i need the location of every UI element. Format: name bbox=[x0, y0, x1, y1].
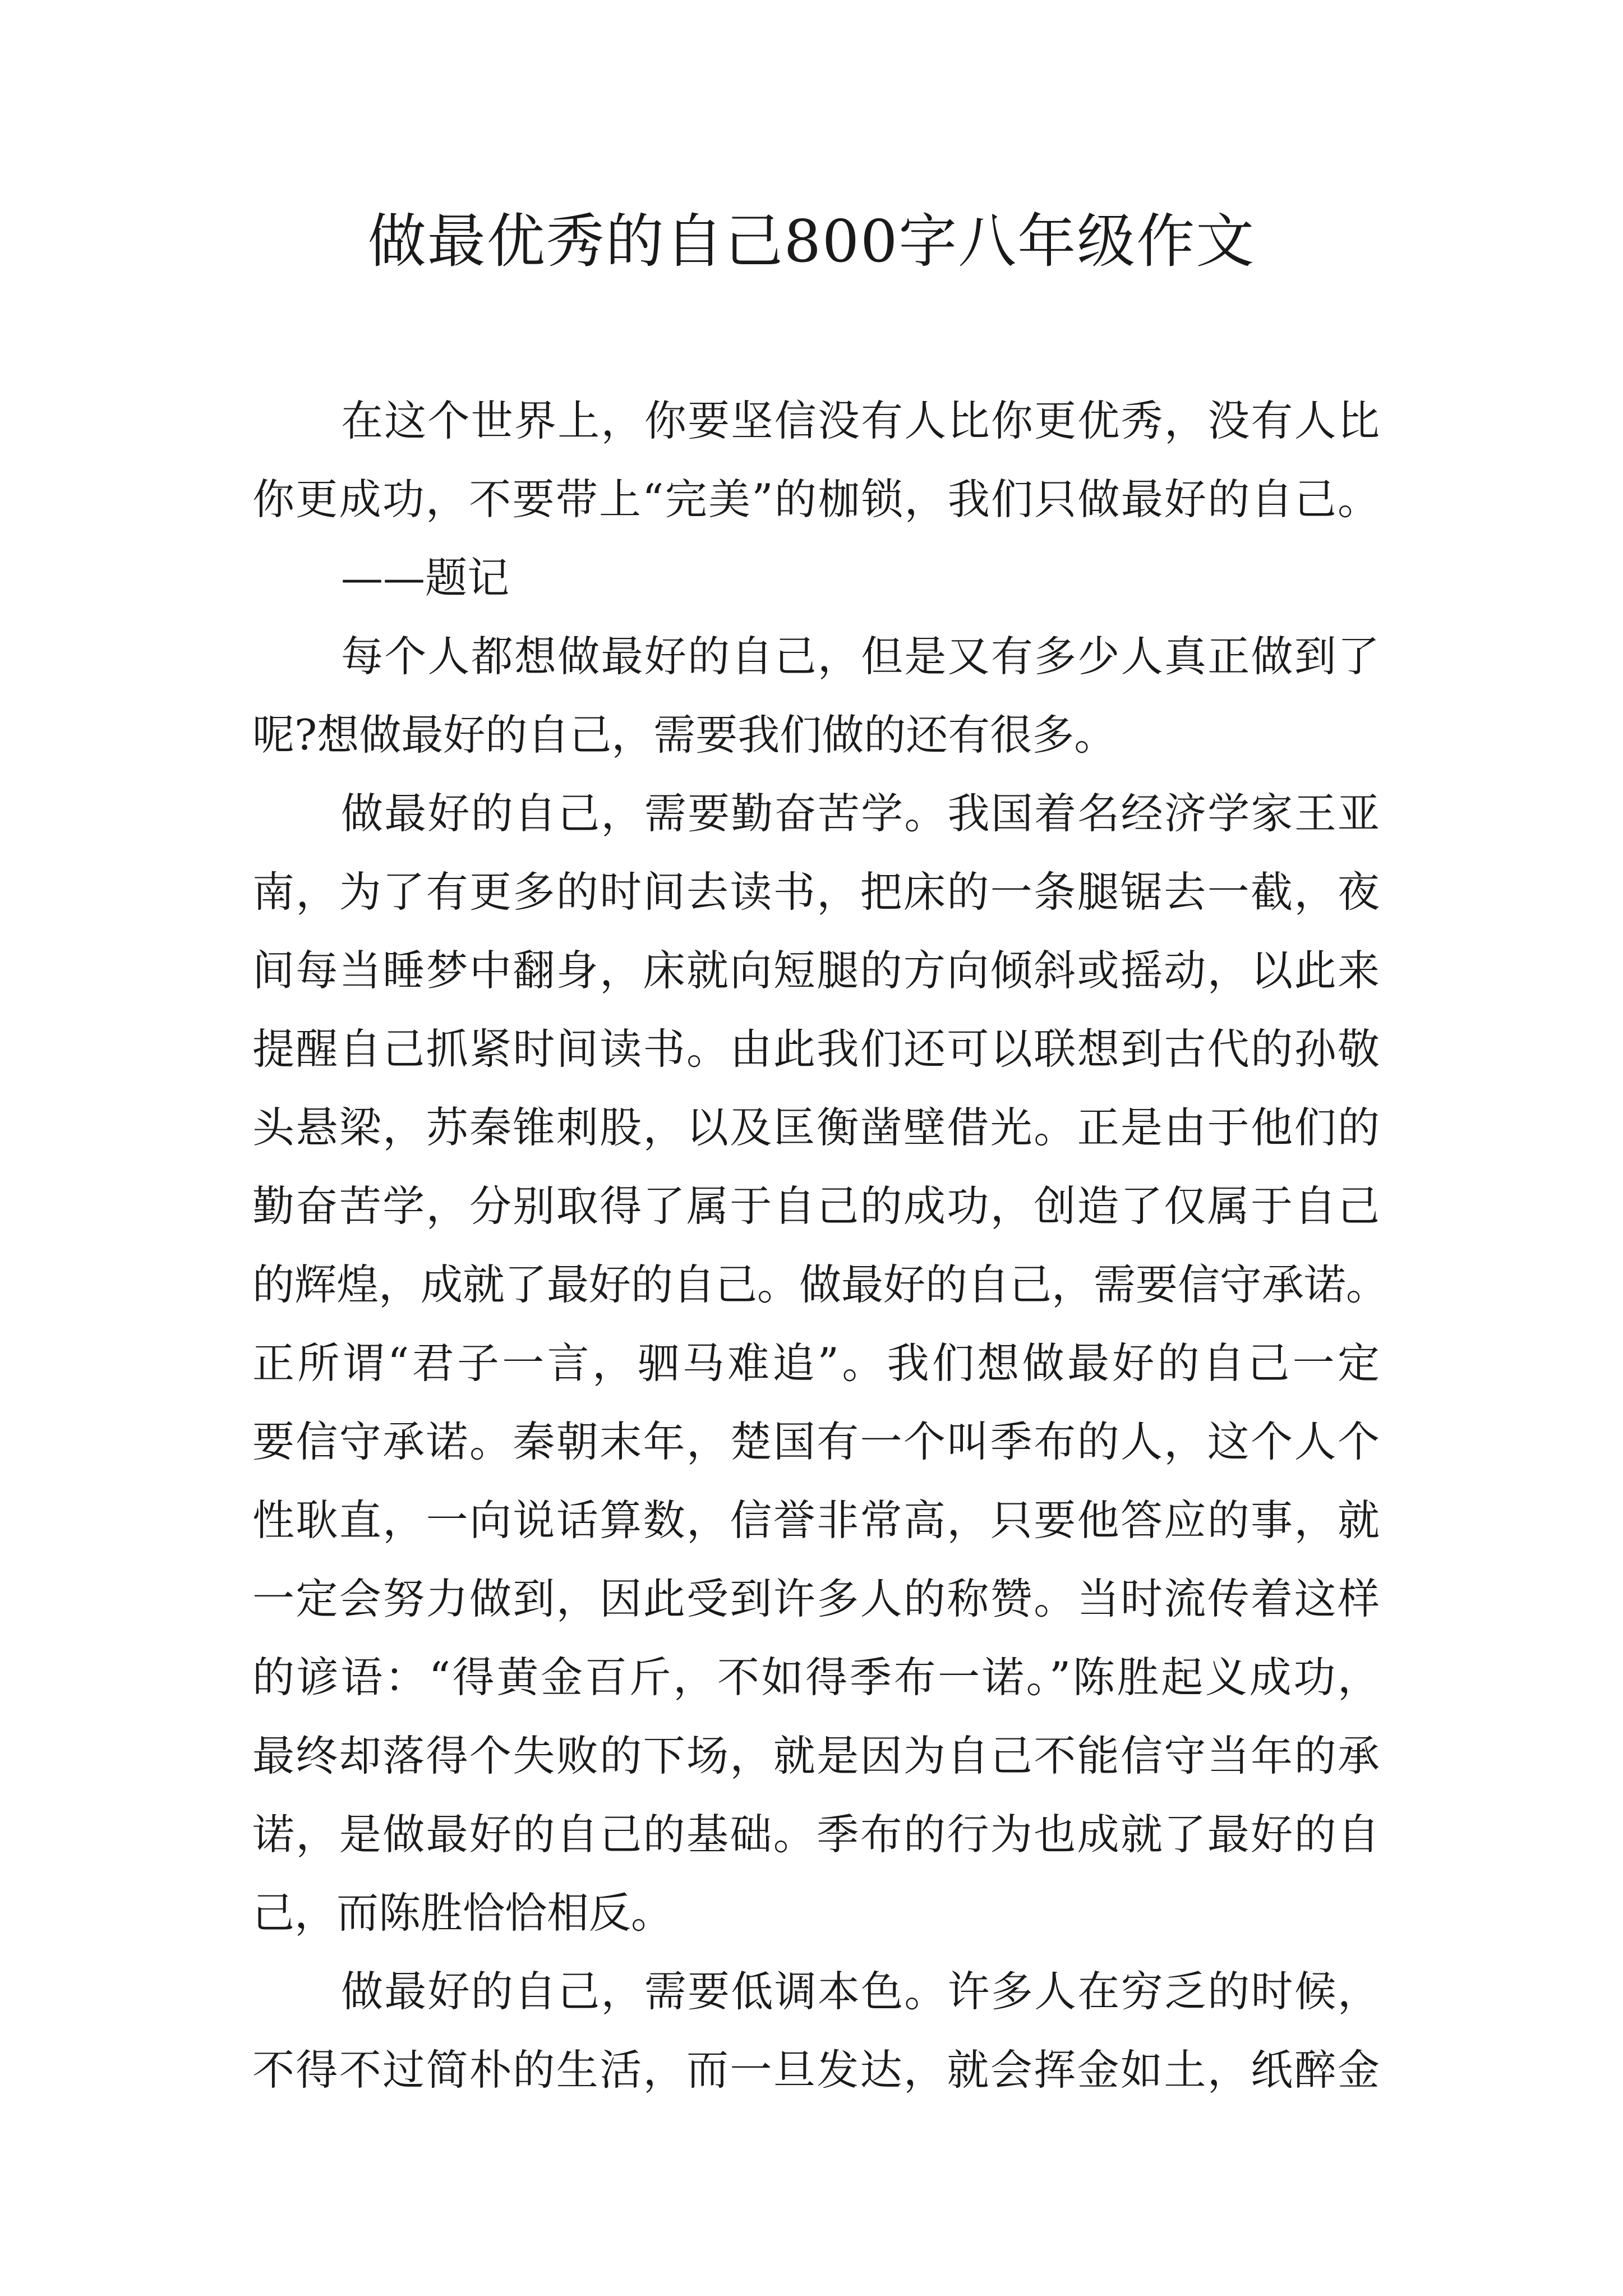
paragraph-line: 最终却落得个失败的下场，就是因为自己不能信守当年的承 bbox=[252, 1731, 1380, 1780]
paragraph-line: 呢?想做最好的自己，需要我们做的还有很多。 bbox=[252, 710, 1117, 760]
paragraph-line: 做最好的自己，需要勤奋苦学。我国着名经济学家王亚 bbox=[341, 789, 1380, 838]
paragraph-line: 头悬梁，苏秦锥刺股，以及匡衡凿壁借光。正是由于他们的 bbox=[252, 1103, 1380, 1152]
paragraph-line: 南，为了有更多的时间去读书，把床的一条腿锯去一截，夜 bbox=[252, 867, 1380, 917]
document-body bbox=[252, 381, 1389, 2109]
paragraph-line: 性耿直，一向说话算数，信誉非常高，只要他答应的事，就 bbox=[252, 1496, 1380, 1545]
paragraph-line: 间每当睡梦中翻身，床就向短腿的方向倾斜或摇动，以此来 bbox=[252, 946, 1380, 995]
paragraph-line: 一定会努力做到，因此受到许多人的称赞。当时流传着这样 bbox=[252, 1574, 1380, 1623]
paragraph-line: 做最好的自己，需要低调本色。许多人在穷乏的时候， bbox=[341, 1967, 1380, 2016]
paragraph-line: 的辉煌，成就了最好的自己。做最好的自己，需要信守承诺。 bbox=[252, 1260, 1389, 1309]
epigraph-attribution: ——题记 bbox=[341, 553, 510, 602]
paragraph-line: 在这个世界上，你要坚信没有人比你更优秀，没有人比 bbox=[341, 396, 1380, 445]
paragraph-line: 提醒自己抓紧时间读书。由此我们还可以联想到古代的孙敬 bbox=[252, 1024, 1380, 1074]
paragraph-line: 勤奋苦学，分别取得了属于自己的成功，创造了仅属于自己 bbox=[252, 1181, 1380, 1231]
paragraph-line: 诺，是做最好的自己的基础。季布的行为也成就了最好的自 bbox=[252, 1810, 1380, 1859]
document-title: 做最优秀的自己800字八年级作文 bbox=[367, 207, 1256, 275]
paragraph-line: 己，而陈胜恰恰相反。 bbox=[252, 1888, 674, 1938]
paragraph-line: 正所谓“君子一言，驷马难追”。我们想做最好的自己一定 bbox=[252, 1338, 1380, 1388]
paragraph-line: 不得不过简朴的生活，而一旦发达，就会挥金如土，纸醉金 bbox=[252, 2045, 1380, 2095]
paragraph-line: 你更成功，不要带上“完美”的枷锁，我们只做最好的自己。 bbox=[252, 475, 1380, 524]
paragraph-line: 的谚语：“得黄金百斤，不如得季布一诺。”陈胜起义成功， bbox=[252, 1653, 1380, 1702]
paragraph-line: 要信守承诺。秦朝末年，楚国有一个叫季布的人，这个人个 bbox=[252, 1417, 1380, 1466]
paragraph-line: 每个人都想做最好的自己，但是又有多少人真正做到了 bbox=[341, 632, 1380, 681]
